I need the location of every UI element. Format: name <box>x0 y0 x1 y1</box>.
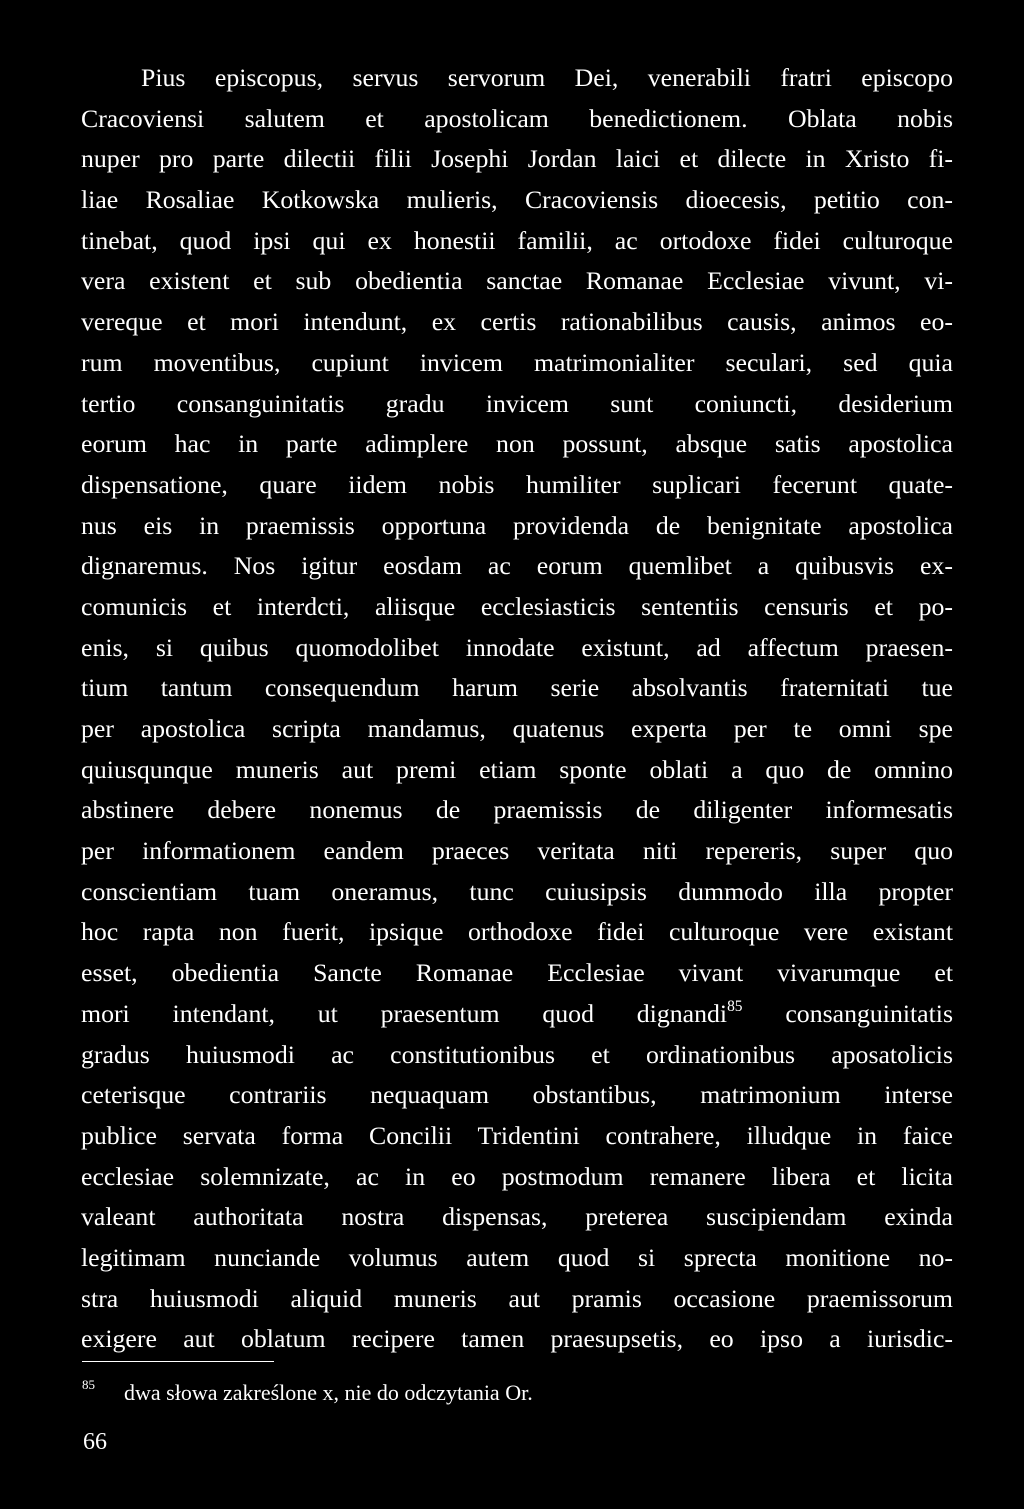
text-line-20: per informationem eandem praeces veritata niti repereris, super quo <box>81 836 953 866</box>
text-line-5: tinebat, quod ipsi qui ex honestii familii, ac ortodoxe fidei culturoque <box>81 225 953 255</box>
text-line-30: legitimam nunciande volumus autem quod si sprecta monitione no- <box>81 1242 953 1272</box>
text-line-9: tertio consanguinitatis gradu invicem sunt coniuncti, desiderium <box>81 388 953 418</box>
text-line-32: exigere aut oblatum recipere tamen praesupsetis, eo ipso a iurisdic- <box>81 1324 953 1354</box>
text-line-27: publice servata forma Concilii Tridentini contrahere, illudque in faice <box>81 1120 953 1150</box>
text-line-21: conscientiam tuam oneramus, tunc cuiusipsis dummodo illa propter <box>81 876 953 906</box>
text-line-31: stra huiusmodi aliquid muneris aut pramis occasione praemissorum <box>81 1283 953 1313</box>
text-line-6: vera existent et sub obedientia sanctae Romanae Ecclesiae vivunt, vi- <box>81 266 953 296</box>
text-line-22: hoc rapta non fuerit, ipsique orthodoxe fidei culturoque vere existant <box>81 917 953 947</box>
text-line-24-main: mori intendant, ut praesentum quod dignandi <box>81 998 728 1028</box>
body-text <box>81 58 953 1360</box>
text-line-10: eorum hac in parte adimplere non possunt, absque satis apostolica <box>81 429 953 459</box>
text-line-23: esset, obedientia Sancte Romanae Ecclesiae vivant vivarumque et <box>81 958 953 988</box>
text-line-24-tail: consanguinitatis <box>742 998 953 1028</box>
text-line-13: dignaremus. Nos igitur eosdam ac eorum quemlibet a quibusvis ex- <box>81 551 953 581</box>
footnote-text: dwa słowa zakreślone x, nie do odczytania Or. <box>124 1380 533 1405</box>
text-line-4: liae Rosaliae Kotkowska mulieris, Cracoviensis dioecesis, petitio con- <box>81 185 953 215</box>
footnote-number: 85 <box>82 1377 95 1392</box>
text-line-14: comunicis et interdcti, aliisque ecclesiasticis sententiis censuris et po- <box>81 591 953 621</box>
text-line-11: dispensatione, quare iidem nobis humiliter suplicari fecerunt quate- <box>81 469 953 499</box>
text-line-19: abstinere debere nonemus de praemissis de diligenter informesatis <box>81 795 953 825</box>
text-line-28: ecclesiae solemnizate, ac in eo postmodum remanere libera et licita <box>81 1161 953 1191</box>
text-line-15: enis, si quibus quomodolibet innodate existunt, ad affectum praesen- <box>81 632 953 662</box>
text-line-24 <box>81 994 953 1035</box>
text-line-7: vereque et mori intendunt, ex certis rationabilibus causis, animos eo- <box>81 307 953 337</box>
text-line-26: ceterisque contrariis nequaquam obstantibus, matrimonium interse <box>81 1080 953 1110</box>
text-line-17: per apostolica scripta mandamus, quatenus experta per te omni spe <box>81 714 953 743</box>
text-line-3: nuper pro parte dilectii filii Josephi Jordan laici et dilecte in Xristo fi- <box>81 144 953 174</box>
text-line-29: valeant authoritata nostra dispensas, preterea suscipiendam exinda <box>81 1202 953 1232</box>
footnote-reference: 85 <box>727 997 743 1015</box>
text-line-25: gradus huiusmodi ac constitutionibus et ordinationibus aposatolicis <box>81 1039 953 1069</box>
text-line-12: nus eis in praemissis opportuna providenda de benignitate apostolica <box>81 510 953 540</box>
page-number: 66 <box>83 1429 107 1455</box>
text-line-2: Cracoviensi salutem et apostolicam benedictionem. Oblata nobis <box>81 103 953 133</box>
text-line-8: rum moventibus, cupiunt invicem matrimonialiter seculari, sed quia <box>81 347 953 377</box>
text-line-1: Pius episcopus, servus servorum Dei, venerabili fratri episcopo <box>141 63 953 92</box>
text-line-16: tium tantum consequendum harum serie absolvantis fraternitati tue <box>81 673 953 703</box>
footnote-divider <box>82 1361 274 1362</box>
text-line-18: quiusqunque muneris aut premi etiam sponte oblati a quo de omnino <box>81 754 953 784</box>
